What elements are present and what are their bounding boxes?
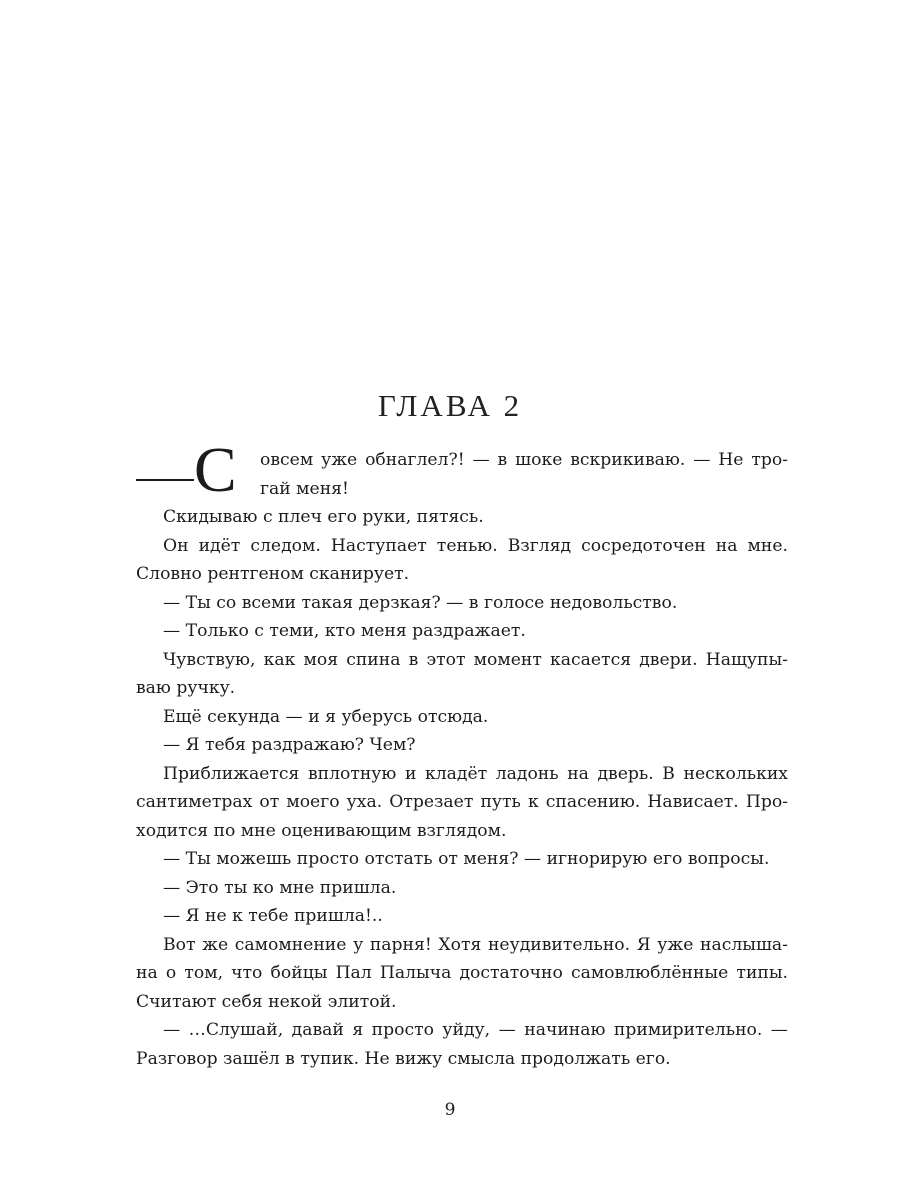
chapter-title: ГЛАВА 2	[377, 388, 523, 423]
text-line: — Только с теми, кто меня раздражает.	[163, 621, 526, 641]
drop-cap-dash	[136, 479, 194, 481]
text-line: Словно рентгеном сканирует.	[136, 564, 410, 584]
text-line: ваю ручку.	[136, 678, 236, 698]
text-line: Он идёт следом. Наступает тенью. Взгляд сосредоточен на мне.	[163, 535, 788, 556]
text-line: Разговор зашёл в тупик. Не вижу смысла продолжать его.	[136, 1048, 671, 1069]
text-line: Считают себя некой элитой.	[136, 991, 397, 1012]
text-line: Приближается вплотную и кладёт ладонь на дверь. В нескольких	[163, 763, 788, 784]
drop-cap	[136, 434, 256, 505]
text-line: — …Слушай, давай я просто уйду, — начинаю примирительно. —	[163, 1020, 788, 1040]
text-line: сантиметрах от моего уха. Отрезает путь к спасению. Нависает. Про-	[136, 792, 788, 812]
text-line: Скидываю с плеч его руки, пятясь.	[163, 507, 484, 527]
text-line: гай меня!	[260, 478, 349, 499]
text-line: ходится по мне оценивающим взглядом.	[136, 820, 507, 841]
page-number: 9	[444, 1100, 456, 1120]
text-line: Чувствую, как моя спина в этот момент касается двери. Нащупы-	[163, 649, 788, 670]
text-line: на о том, что бойцы Пал Палыча достаточно самовлюблённые типы.	[136, 963, 788, 983]
text-line: — Я тебя раздражаю? Чем?	[163, 735, 416, 755]
text-line: — Я не к тебе пришла!..	[163, 906, 383, 926]
text-line: Ещё секунда — и я уберусь отсюда.	[163, 706, 489, 727]
body-text	[136, 434, 788, 1073]
text-line: — Это ты ко мне пришла.	[163, 877, 397, 898]
text-line: овсем уже обнаглел?! — в шоке вскрикиваю. — Не тро-	[260, 450, 788, 470]
text-line: — Ты со всеми такая дерзкая? — в голосе недовольство.	[163, 592, 678, 613]
text-line: Вот же самомнение у парня! Хотя неудивительно. Я уже наслыша-	[163, 934, 788, 955]
drop-cap-letter: С	[194, 434, 237, 505]
text-line: — Ты можешь просто отстать от меня? — игнорирую его вопросы.	[163, 849, 770, 869]
